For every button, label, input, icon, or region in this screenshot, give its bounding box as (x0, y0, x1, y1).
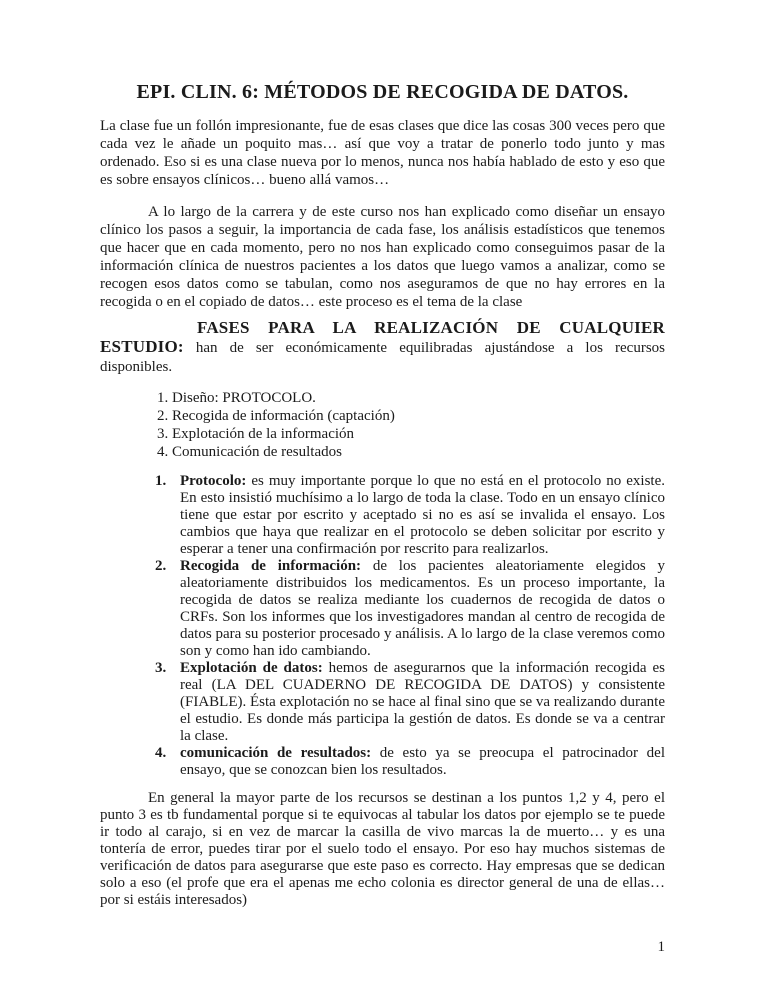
detail-item-text: es muy importante porque lo que no está en el protocolo no existe. En esto insistió muchísimo a lo largo de toda la clase. Todo en un ensayo clínico tiene que estar por escrito y aceptado si no es así se invalida el ensayo. Los cambios que haya que realizar en el protocolo se deben solicitar por escrito y esperar a tener una confirmación por rescrito para realizarlos. (180, 473, 665, 558)
detail-item-protocolo (155, 473, 665, 558)
intro-paragraph-1: La clase fue un follón impresionante, fue de esas clases que dice las cosas 300 veces pero que cada vez le añade un poquito mas… así que voy a tratar de ponerlo todo junto y mas ordenado. Eso si es una clase nueva por lo menos, nunca nos había hablado de esto y eso que es sobre ensayos clínicos… bueno allá vamos… (100, 118, 665, 188)
detail-item-lead: Recogida de información: (180, 558, 362, 575)
intro-paragraph-2: A lo largo de la carrera y de este curso nos han explicado como diseñar un ensayo clínico los pasos a seguir, la importancia de cada fase, los análisis estadísticos que tenemos que hacer que en cada momento, pero no nos han explicado como conseguimos pasar de la información clínica de nuestros pacientes a los datos que luego vamos a analizar, como se recogen esos datos como se tabulan, como nos aseguramos de que no hay errores en la recogida o en el copiado de datos… este proceso es el tema de la clase (100, 204, 665, 310)
detail-item-lead: Protocolo: (180, 473, 247, 490)
detail-item-lead: Explotación de datos: (180, 660, 323, 677)
detail-item-explotacion (155, 660, 665, 745)
detail-item-comunicacion (155, 745, 665, 779)
phase-list-item-1: 1. Diseño: PROTOCOLO. (157, 390, 316, 407)
closing-paragraph: En general la mayor parte de los recursos se destinan a los puntos 1,2 y 4, pero el punto 3 es tb fundamental porque si te equivocas al tabular los datos por ejemplo se te puede ir todo al carajo, si en vez de marcar la casilla de vivo marcas la de muerto… y es una tontería de error, puedes tirar por el suelo todo el ensayo. Por eso hay muchos sistemas de verificación de datos para asegurarse que este paso es correcto. Hay empresas que se dedican solo a eso (el profe que era el apenas me echo colonia es director general de una de ellas… por si estáis interesados) (100, 790, 665, 909)
section-heading-bold: FASES PARA LA REALIZACIÓN DE CUALQUIER ESTUDIO: (100, 318, 665, 357)
detail-item-number: 3. (155, 660, 167, 677)
detail-item-number: 4. (155, 745, 167, 762)
section-heading-fases (100, 319, 665, 376)
detail-item-recogida (155, 558, 665, 660)
section-heading-rest: han de ser económicamente equilibradas ajustándose a los recursos disponibles. (100, 340, 665, 375)
phase-list (157, 389, 665, 461)
detail-item-lead: comunicación de resultados: (180, 745, 372, 762)
phase-list-item-3: 3. Explotación de la información (157, 426, 355, 443)
page-title: EPI. CLIN. 6: MÉTODOS DE RECOGIDA DE DATOS. (136, 81, 629, 103)
detail-item-text: de los pacientes aleatoriamente elegidos y aleatoriamente distribuidos los medicamentos. Es un proceso importante, la recogida de datos se realiza mediante los cuadernos de recogida de datos o CRFs. Son los informes que los investigadores mandan al centro de recogida de datos para su posterior procesado y análisis. A lo largo de la clase veremos como son y como han ido cambiando. (180, 558, 666, 660)
page-number: 1 (657, 939, 665, 955)
phase-list-item-2: 2. Recogida de información (captación) (157, 408, 395, 425)
phase-list-item-4: 4. Comunicación de resultados (157, 444, 342, 461)
detail-item-text: de esto ya se preocupa el patrocinador del ensayo, que se conozcan bien los resultados. (180, 745, 665, 779)
detail-list (100, 473, 665, 779)
detail-item-text: hemos de asegurarnos que la información recogida es real (LA DEL CUADERNO DE RECOGIDA DE DATOS) y consistente (FIABLE). Ésta explotación no se hace al final sino que se va realizando durante el estudio. Es donde más participa la gestión de datos. Es donde se va a centrar la clase. (180, 660, 665, 745)
detail-item-number: 2. (155, 558, 167, 575)
detail-item-number: 1. (155, 473, 167, 490)
